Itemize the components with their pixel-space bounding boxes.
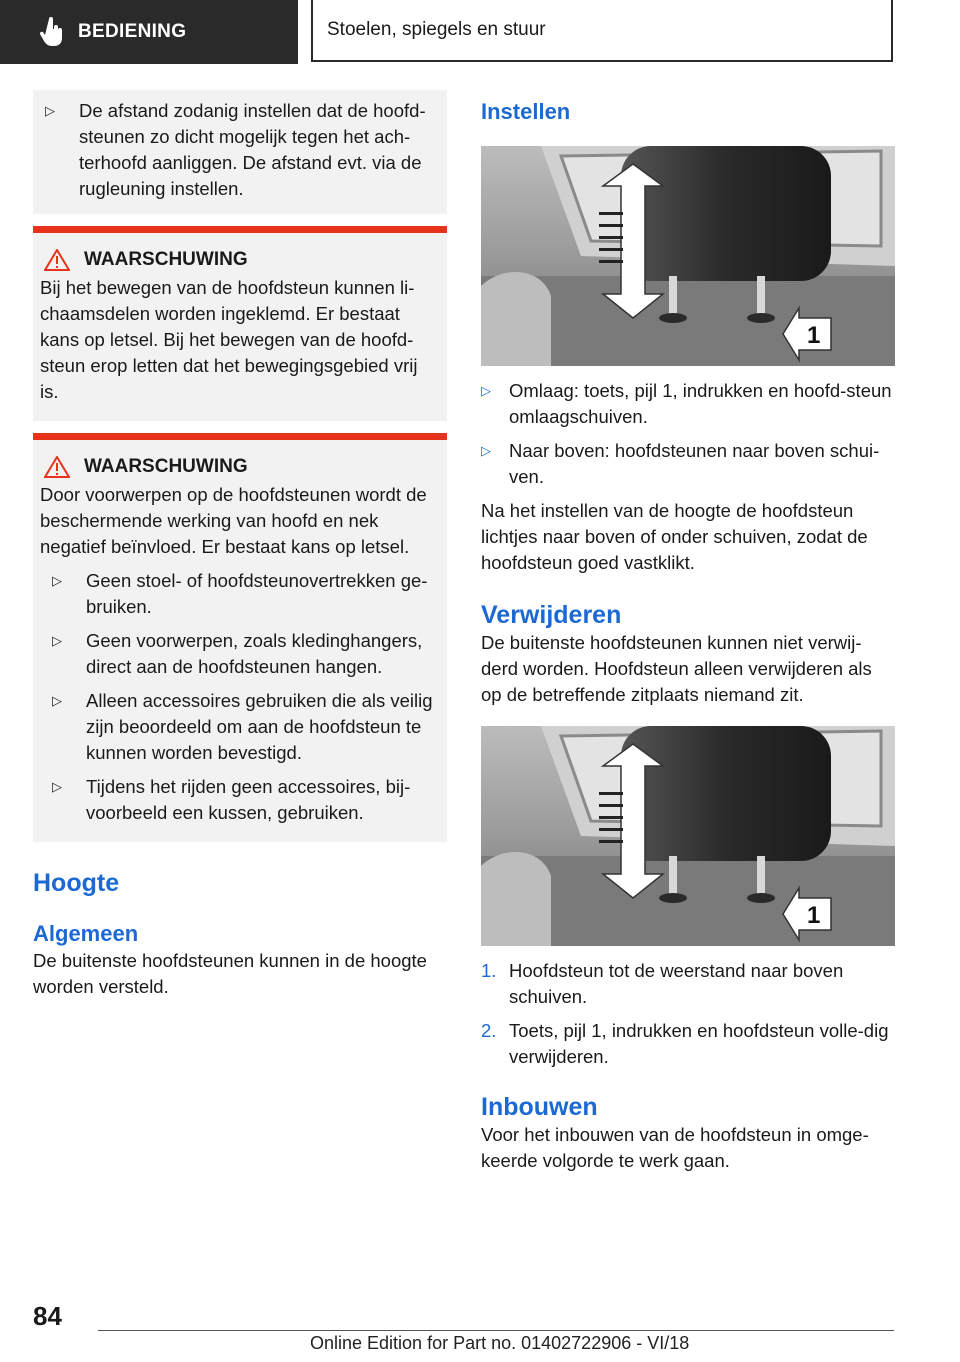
right-column xyxy=(481,98,895,1174)
heading-verwijderen: Verwijderen xyxy=(481,601,622,629)
triangle-bullet-icon: ▷ xyxy=(52,779,62,794)
warning-text: Bij het bewegen van de hoofdsteun kunnen li-chaamsdelen worden ingeklemd. Er bestaat kans op letsel. Bij het bewegen van de hoofd-steun erop letten dat het bewegingsgebied vrij is. xyxy=(40,277,418,402)
paragraph-inbouwen: Voor het inbouwen van de hoofdsteun in omge-keerde volgorde te werk gaan. xyxy=(481,1124,869,1171)
left-column xyxy=(33,90,447,1000)
headrest-remove-photo xyxy=(481,726,895,946)
chapter-title: Stoelen, spiegels en stuur xyxy=(327,19,546,40)
triangle-bullet-icon: ▷ xyxy=(481,443,491,458)
list-item: ▷ De afstand zodanig instellen dat de hoofd-steunen zo dicht mogelijk tegen het ach-terhoofd aanliggen. De afstand evt. via de rugleuning instellen. xyxy=(41,98,433,202)
paragraph-algemeen: De buitenste hoofdsteunen kunnen in de hoogte worden versteld. xyxy=(33,950,427,997)
warning-text: Door voorwerpen op de hoofdsteunen wordt de beschermende werking van hoofd en nek negatief beïnvloed. Er bestaat kans op letsel. xyxy=(40,484,427,557)
paragraph-verwijderen: De buitenste hoofdsteunen kunnen niet verwij-derd worden. Hoofdsteun alleen verwijderen als op de betreffende zitplaats niemand zit. xyxy=(481,632,872,705)
list-item: ▷ Naar boven: hoofdsteunen naar boven schui-ven. xyxy=(481,438,895,490)
numbered-step: 2. Toets, pijl 1, indrukken en hoofdsteun volle-dig verwijderen. xyxy=(481,1020,889,1067)
warning-title: WAARSCHUWING xyxy=(84,456,248,477)
section-title: BEDIENING xyxy=(78,21,187,42)
numbered-step: 1. Hoofdsteun tot de weerstand naar boven schuiven. xyxy=(481,960,844,1007)
warning-box-pinch xyxy=(33,226,447,421)
page-number: 84 xyxy=(33,1301,62,1331)
triangle-bullet-icon: ▷ xyxy=(45,103,55,118)
warning-box-objects xyxy=(33,433,447,842)
section-tab xyxy=(0,0,298,64)
hand-pointer-icon xyxy=(40,17,64,47)
svg-text:1: 1 xyxy=(807,902,821,929)
chapter-header xyxy=(311,0,893,62)
triangle-bullet-icon: ▷ xyxy=(481,383,491,398)
triangle-bullet-icon: ▷ xyxy=(52,633,62,648)
list-item: ▷ Omlaag: toets, pijl 1, indrukken en hoofd-steun omlaagschuiven. xyxy=(481,378,895,430)
warning-triangle-icon xyxy=(44,249,70,271)
paragraph-instellen: Na het instellen van de hoogte de hoofdsteun lichtjes naar boven of onder schuiven, zodat de hoofdsteun goed vastklikt. xyxy=(481,500,868,573)
list-item: ▷ Alleen accessoires gebruiken die als veilig zijn beoordeeld om aan de hoofdsteun te kunnen worden bevestigd. xyxy=(48,688,433,766)
warning-triangle-icon xyxy=(44,456,70,478)
list-item: ▷ Tijdens het rijden geen accessoires, bij-voorbeeld een kussen, gebruiken. xyxy=(48,774,433,826)
warning-list xyxy=(40,568,433,826)
svg-text:1: 1 xyxy=(807,322,821,349)
heading-inbouwen: Inbouwen xyxy=(481,1093,598,1121)
list-item: ▷ Geen voorwerpen, zoals kledinghangers, direct aan de hoofdsteunen hangen. xyxy=(48,628,433,680)
footer-divider xyxy=(98,1330,894,1331)
warning-title: WAARSCHUWING xyxy=(84,249,248,270)
headrest-adjust-photo xyxy=(481,146,895,366)
triangle-bullet-icon: ▷ xyxy=(52,693,62,708)
list-item: ▷ Geen stoel- of hoofdsteunovertrekken ge-bruiken. xyxy=(48,568,433,620)
heading-hoogte: Hoogte xyxy=(33,869,120,897)
footer-edition: Online Edition for Part no. 01402722906 - VI/18 xyxy=(310,1333,690,1353)
heading-instellen: Instellen xyxy=(481,99,571,124)
triangle-bullet-icon: ▷ xyxy=(52,573,62,588)
heading-algemeen: Algemeen xyxy=(33,921,139,946)
intro-note xyxy=(33,90,447,214)
